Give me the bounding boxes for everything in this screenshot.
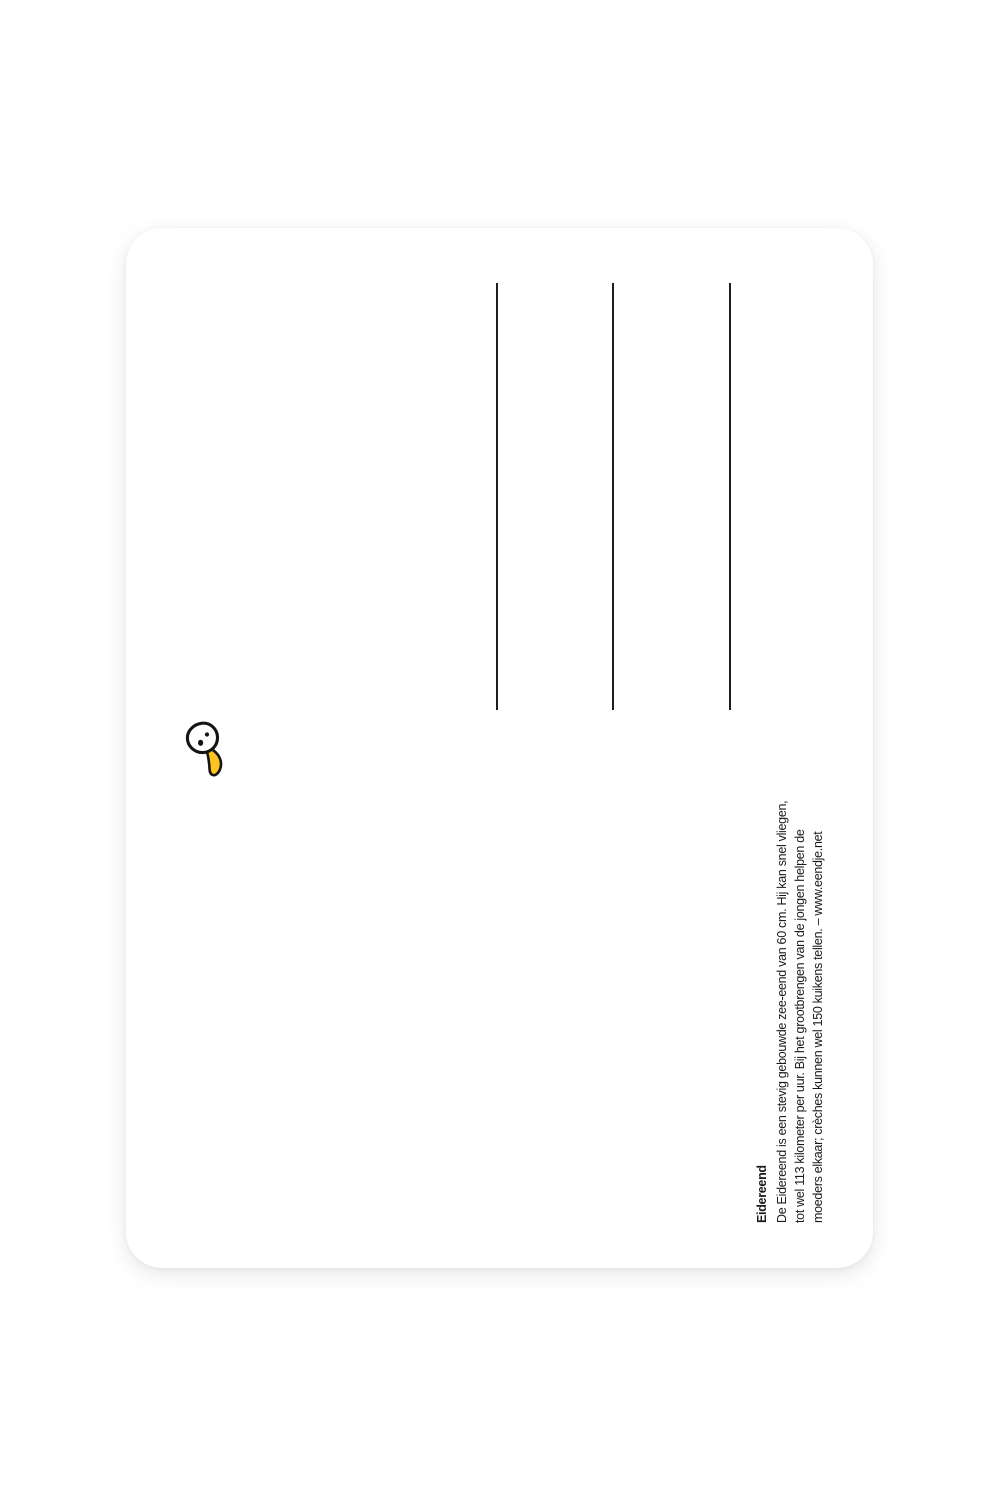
address-divider-line xyxy=(496,283,498,710)
info-body-line: tot wel 113 kilometer per uur. Bij het grootbrengen van de jongen helpen de xyxy=(793,829,807,1223)
duck-eye-small xyxy=(205,732,209,736)
address-divider-line xyxy=(729,283,731,710)
duck-icon xyxy=(185,721,231,781)
info-body-line: De Eidereend is een stevig gebouwde zee-eend van 60 cm. Hij kan snel vliegen, xyxy=(775,800,789,1223)
duck-eye-large xyxy=(198,740,203,746)
postcard-back xyxy=(126,228,873,1268)
info-title: Eidereend xyxy=(755,1165,769,1223)
address-divider-line xyxy=(612,283,614,710)
info-text-block xyxy=(753,787,827,1223)
duck-head xyxy=(187,723,217,752)
info-body-line: moeders elkaar; crèches kunnen wel 150 kuikens tellen. – www.eendje.net xyxy=(811,831,825,1223)
